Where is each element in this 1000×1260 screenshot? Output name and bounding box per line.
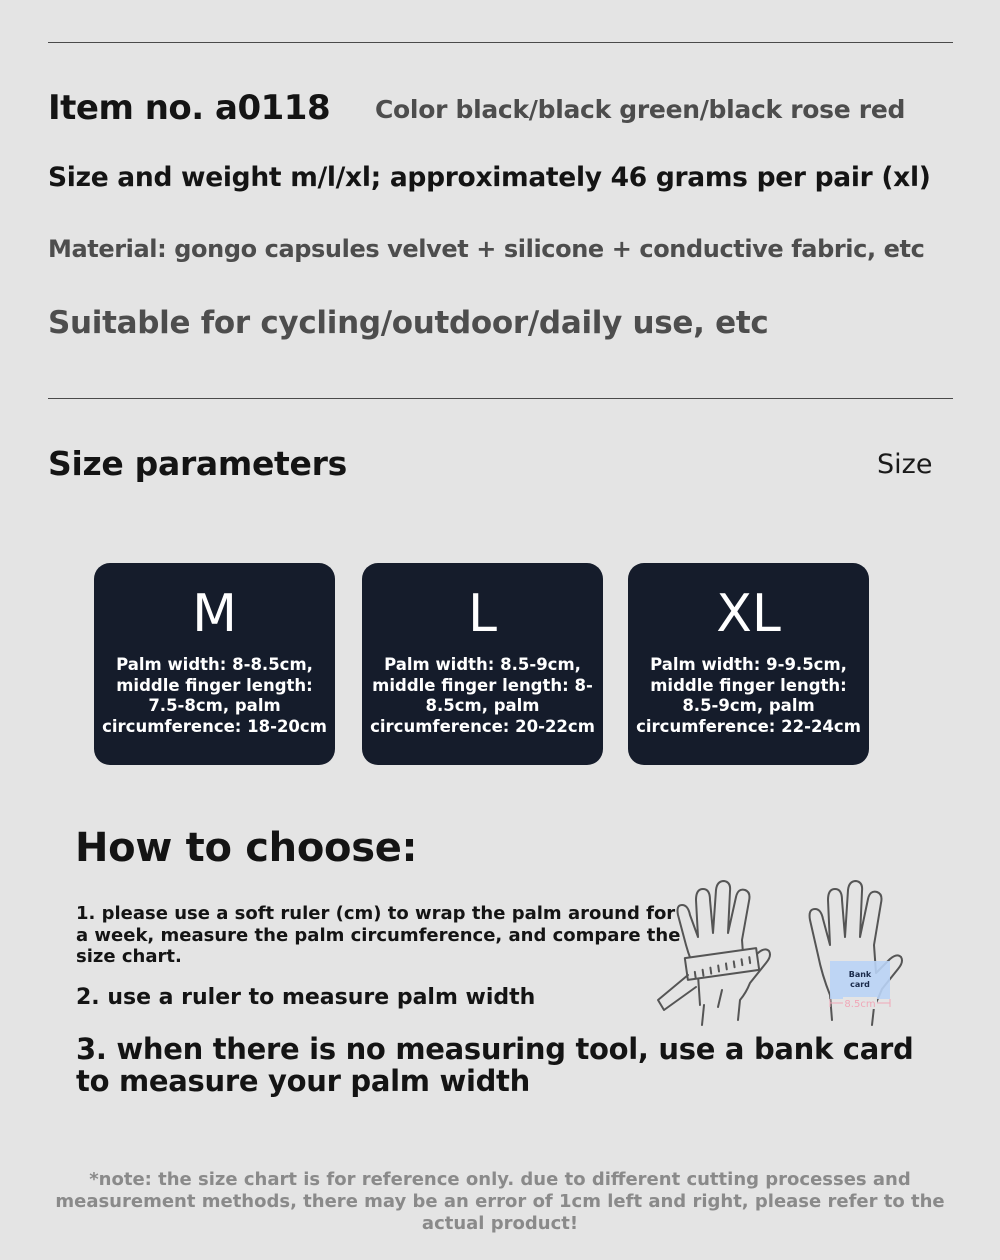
size-description: Palm width: 8-8.5cm, middle finger length: 7.5-8cm, palm circumference: 18-20cm — [102, 655, 327, 736]
size-chart-note: *note: the size chart is for reference only. due to different cutting processes and measurement methods, there may be an error of 1cm left and right, please refer to the actual product! — [55, 1169, 945, 1234]
step-2: 2. use a ruler to measure palm width — [76, 985, 536, 1010]
size-letter: L — [468, 584, 497, 644]
step-3: 3. when there is no measuring tool, use a bank card to measure your palm width — [76, 1032, 914, 1098]
size-label: Size — [877, 449, 933, 480]
material: Material: gongo capsules velvet + silicone + conductive fabric, etc — [48, 235, 925, 263]
size-parameters-title: Size parameters — [48, 444, 347, 483]
hand-measurement-illustration — [650, 875, 930, 1035]
size-description: Palm width: 8.5-9cm, middle finger length: 8-8.5cm, palm circumference: 20-22cm — [370, 655, 595, 736]
size-weight: Size and weight m/l/xl; approximately 46 grams per pair (xl) — [48, 162, 931, 193]
size-card-xl — [628, 563, 869, 765]
middle-divider — [48, 398, 953, 399]
svg-text:8.5cm: 8.5cm — [844, 999, 876, 1010]
item-number: Item no. a0118 — [48, 88, 331, 128]
size-letter: M — [192, 584, 237, 644]
color-options: Color black/black green/black rose red — [375, 95, 906, 124]
size-letter: XL — [716, 584, 781, 644]
svg-text:Bank: Bank — [848, 970, 872, 979]
suitable-for: Suitable for cycling/outdoor/daily use, etc — [48, 305, 769, 341]
how-to-choose-title: How to choose: — [75, 825, 418, 871]
hand-illustration-icon — [650, 875, 930, 1035]
step-1: 1. please use a soft ruler (cm) to wrap the palm around for a week, measure the palm circumference, and compare the size chart. — [76, 903, 681, 967]
size-card-m — [94, 563, 335, 765]
svg-text:card: card — [850, 980, 870, 989]
top-divider — [48, 42, 953, 43]
size-card-l — [362, 563, 603, 765]
size-description: Palm width: 9-9.5cm, middle finger length: 8.5-9cm, palm circumference: 22-24cm — [636, 655, 861, 736]
